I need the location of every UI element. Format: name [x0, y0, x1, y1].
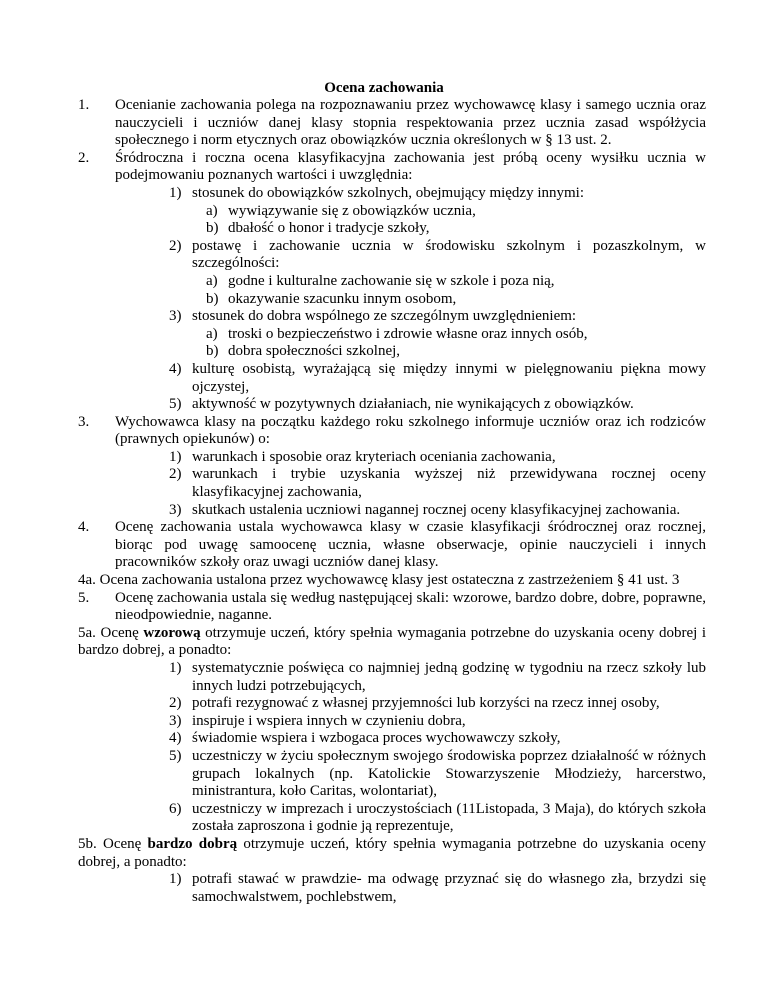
list-item-number: 1) [169, 871, 182, 888]
section-text: Ocenę zachowania ustala się według następującej skali: wzorowe, bardzo dobre, dobre, poprawne, nieodpowiednie, naganne. [115, 589, 707, 624]
page-title: Ocena zachowania [324, 80, 444, 96]
list-item-number: 6) [169, 800, 182, 817]
section-4a [78, 572, 706, 590]
list-subitem-letter: a) [206, 325, 218, 342]
list-item-text: stosunek do dobra wspólnego ze szczególnym uwzględnieniem: [192, 308, 577, 325]
list-item-number: 2) [169, 237, 182, 254]
section-3 [78, 414, 706, 449]
list-subitem-letter: a) [206, 272, 218, 289]
section-number: 3. [78, 413, 90, 430]
list-item-number: 5) [169, 396, 182, 413]
list-item-text: potrafi rezygnować z własnej przyjemności lub korzyści na rzecz innej osoby, [192, 695, 660, 712]
list-item-text: warunkach i sposobie oraz kryteriach oceniania zachowania, [192, 448, 556, 465]
list-item [78, 361, 706, 396]
section-text-post: otrzymuje uczeń, który spełnia wymagania potrzebne do uzyskania oceny dobrej i bardzo dobrej, a ponadto: [78, 624, 706, 659]
section-1 [78, 97, 706, 150]
section-text: Ocena zachowania ustalona przez wychowawcę klasy jest ostateczna z zastrzeżeniem § 41 ust. 3 [99, 572, 680, 589]
list-item-text: warunkach i trybie uzyskania wyższej niż przewidywana rocznej oceny klasyfikacyjnej zachowania, [192, 466, 706, 501]
list-item [78, 185, 706, 203]
list-item [78, 449, 706, 467]
list-item-text: systematycznie poświęca co najmniej jedną godzinę w tygodniu na rzecz szkoły lub innych ludzi potrzebujących, [192, 660, 706, 694]
list-subitem-text: troski o bezpieczeństwo i zdrowie własne oraz innych osób, [228, 325, 588, 342]
list-subitem [78, 203, 706, 221]
list-subitem-text: dbałość o honor i tradycje szkoły, [228, 220, 430, 237]
section-4 [78, 519, 706, 572]
list-item [78, 713, 706, 731]
list-item-number: 1) [169, 184, 182, 201]
list-item [78, 748, 706, 801]
list-item-number: 3) [169, 308, 182, 325]
section-number: 5. [78, 589, 90, 606]
section-text-post: otrzymuje uczeń, który spełnia wymagania potrzebne do uzyskania oceny dobrej, a ponadto: [78, 835, 707, 870]
list-item-text: inspiruje i wspiera innych w czynieniu dobra, [192, 712, 466, 729]
list-subitem [78, 273, 706, 291]
section-text: Ocenę zachowania ustala wychowawca klasy w czasie klasyfikacji śródrocznej oraz rocznej, biorąc pod uwagę samoocenę ucznia, własne obserwacje, opinie nauczycieli i innych pracowników szkoły oraz uwagi uczniów danej klasy. [115, 519, 706, 571]
list-item-text: aktywność w pozytywnych działaniach, nie wynikających z obowiązków. [192, 396, 634, 413]
section-5b [78, 836, 706, 871]
list-item-text: stosunek do obowiązków szkolnych, obejmujący między innymi: [192, 184, 585, 201]
list-item-number: 3) [169, 501, 182, 518]
list-subitem-letter: b) [206, 220, 219, 237]
list-item-number: 2) [169, 466, 182, 483]
list-item-text: potrafi stawać w prawdzie- ma odwagę przyznać się do własnego zła, brzydzi się samochwalstwem, pochlebstwem, [192, 871, 706, 905]
section-number: 4. [78, 519, 90, 536]
list-item-text: postawę i zachowanie ucznia w środowisku szkolnym i pozaszkolnym, w szczególności: [192, 237, 706, 272]
list-subitem-text: okazywanie szacunku innym osobom, [228, 290, 457, 307]
grade-wzorowa: wzorową [143, 624, 201, 641]
section-number: 5a. [78, 624, 96, 641]
list-subitem-text: godne i kulturalne zachowanie się w szkole i poza nią, [228, 272, 555, 289]
section-5 [78, 590, 706, 625]
list-item [78, 801, 706, 836]
list-item-number: 4) [169, 730, 182, 747]
list-item [78, 660, 706, 695]
list-subitem [78, 220, 706, 238]
section-2 [78, 150, 706, 185]
list-item-text: uczestniczy w życiu społecznym swojego środowiska poprzez działalność w różnych grupach lokalnych (np. Katolickie Stowarzyszenie Młodzieży, harcerstwo, ministrantura, koło Caritas, wolontariat), [192, 747, 706, 800]
list-item-number: 2) [169, 695, 182, 712]
section-number: 2. [78, 149, 90, 166]
list-subitem-text: dobra społeczności szkolnej, [228, 343, 401, 360]
list-subitem [78, 326, 706, 344]
list-item-number: 1) [169, 448, 182, 465]
list-subitem-letter: a) [206, 202, 218, 219]
section-number: 1. [78, 97, 90, 113]
list-item [78, 396, 706, 414]
list-item-text: kulturę osobistą, wyrażającą się między innymi w pielęgnowaniu piękna mowy ojczystej, [192, 360, 706, 395]
list-subitem [78, 291, 706, 309]
list-item [78, 466, 706, 501]
list-item-number: 3) [169, 712, 182, 729]
list-item-number: 1) [169, 660, 182, 676]
list-subitem-letter: b) [206, 343, 219, 360]
list-item-text: świadomie wspiera i wzbogaca proces wychowawczy szkoły, [192, 730, 561, 747]
list-item-text: skutkach ustalenia uczniowi nagannej rocznej oceny klasyfikacyjnej zachowania. [192, 501, 681, 518]
list-subitem [78, 343, 706, 361]
list-item [78, 502, 706, 520]
grade-bardzo-dobra: bardzo dobrą [147, 835, 238, 852]
section-5a [78, 625, 706, 660]
list-subitem-text: wywiązywanie się z obowiązków ucznia, [228, 202, 476, 219]
section-text-pre: Ocenę [103, 835, 148, 852]
list-item-number: 4) [169, 360, 182, 377]
section-number: 5b. [78, 835, 97, 852]
section-text: Ocenianie zachowania polega na rozpoznawaniu przez wychowawcę klasy i samego ucznia oraz nauczycieli i uczniów danej klasy stopnia respektowania przez ucznia zasad współżycia społecznego i norm etycznych oraz obowiązków ucznia określonych w § 13 ust. 2. [115, 97, 706, 149]
list-item [78, 308, 706, 326]
list-item [78, 238, 706, 273]
list-item [78, 730, 706, 748]
list-subitem-letter: b) [206, 290, 219, 307]
section-text-pre: Ocenę [100, 624, 144, 641]
list-item-text: uczestniczy w imprezach i uroczystościach (11Listopada, 3 Maja), do których szkoła została zaproszona i godnie ją reprezentuje, [192, 800, 706, 835]
list-item [78, 695, 706, 713]
list-item [78, 871, 706, 906]
list-item-number: 5) [169, 747, 182, 764]
section-text: Śródroczna i roczna ocena klasyfikacyjna zachowania jest próbą oceny wysiłku ucznia w podejmowaniu poznanych wartości i uwzględnia: [115, 149, 706, 184]
section-text: Wychowawca klasy na początku każdego roku szkolnego informuje uczniów oraz ich rodziców (prawnych opiekunów) o: [115, 413, 706, 448]
section-number: 4a. [78, 572, 96, 589]
document-body [78, 97, 706, 906]
